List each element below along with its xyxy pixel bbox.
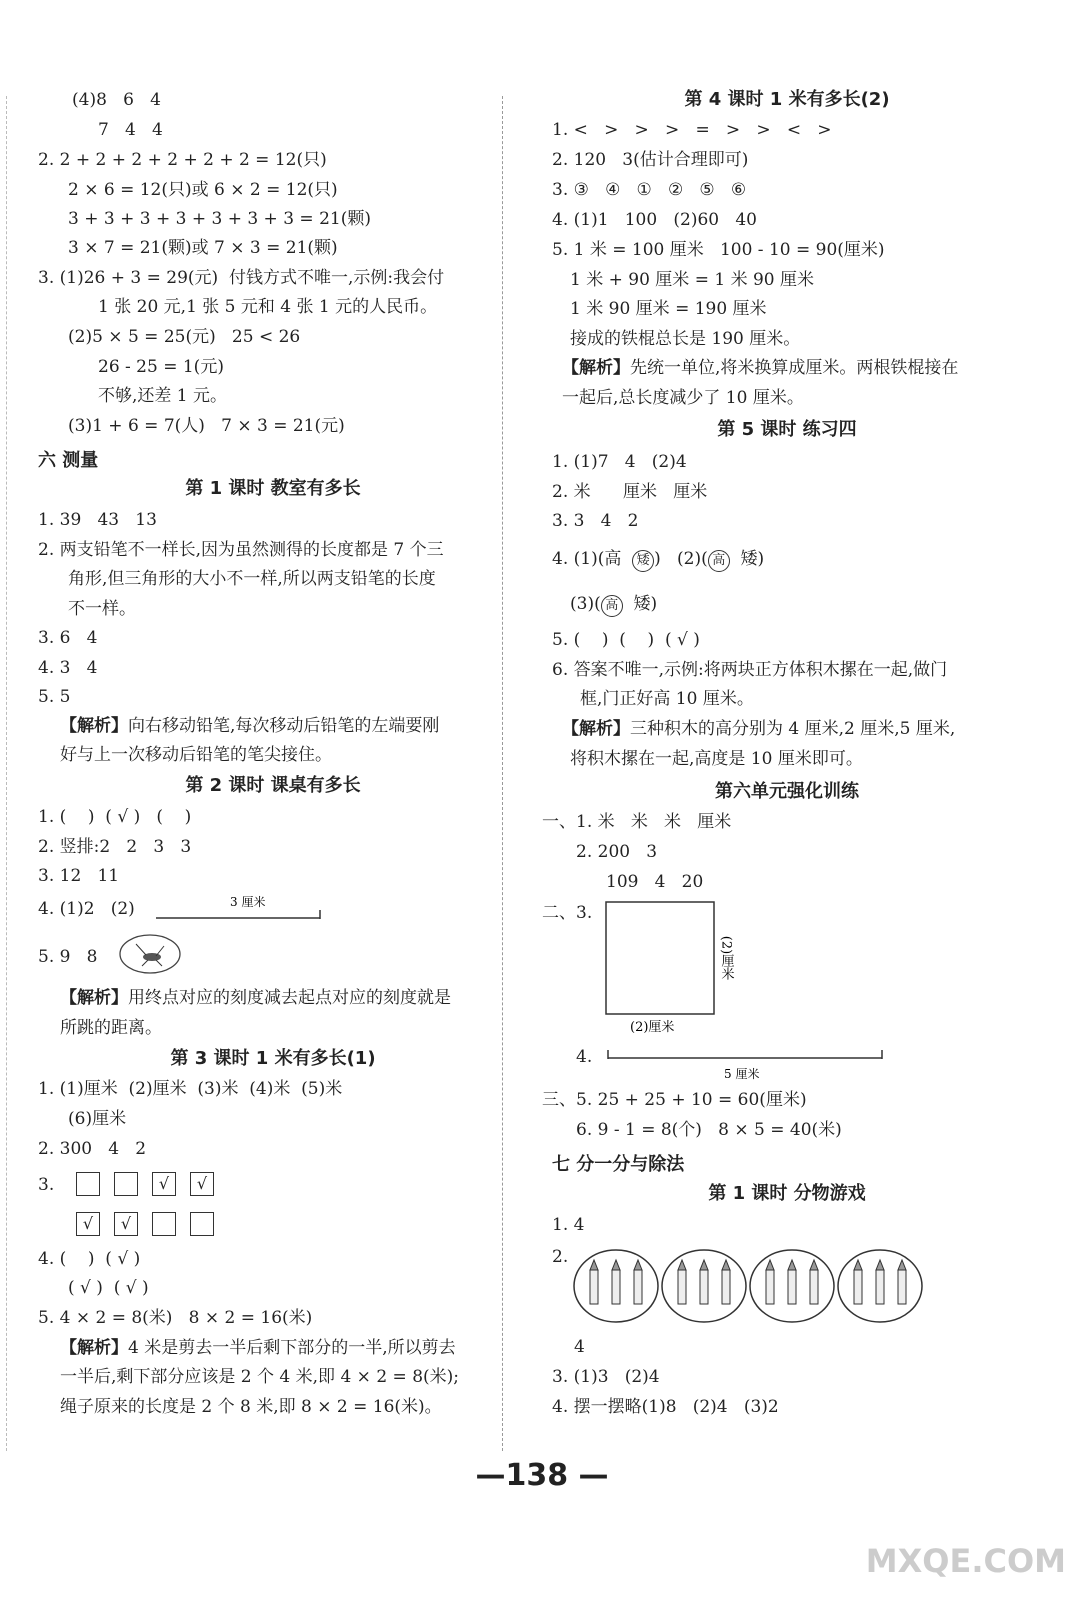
analysis-line: [60, 715, 439, 737]
answer-line: 三、5. 25 + 25 + 10 = 60(厘米): [542, 1090, 807, 1110]
pencil-icon: [766, 1260, 774, 1304]
page-number: —138 —: [475, 1458, 609, 1493]
analysis-label: 【解析】: [60, 988, 128, 1008]
lesson-title: 第 1 课时 分物游戏: [708, 1183, 866, 1204]
answer-line: 1. 39 43 13: [38, 510, 157, 530]
analysis-line: 绳子原来的长度是 2 个 8 米,即 8 × 2 = 16(米)。: [60, 1397, 442, 1417]
answer-line: 3. (1)3 (2)4: [552, 1367, 660, 1387]
answer-line: 1. (1)厘米 (2)厘米 (3)米 (4)米 (5)米: [38, 1079, 343, 1099]
answer-line: 2 × 6 = 12(只)或 6 × 2 = 12(只): [68, 180, 338, 200]
answer-line: 3.: [38, 1175, 55, 1195]
answer-line: 2. 米 厘米 厘米: [552, 482, 708, 502]
analysis-label: 【解析】: [60, 716, 128, 736]
answer-line: 26 - 25 = 1(元): [98, 357, 224, 377]
answer-line: 4. (1)2 (2): [38, 899, 135, 919]
answer-box-checked: √: [76, 1212, 100, 1236]
binding-margin-line: [6, 96, 7, 1451]
answer-line: 1. < > > > = > > < >: [552, 120, 832, 140]
pencil-groups-figure: [572, 1246, 924, 1326]
answer-line: 1 张 20 元,1 张 5 元和 4 张 1 元的人民币。: [98, 297, 438, 317]
answer-line: 1. ( ) ( √ ) ( ): [38, 807, 192, 827]
answer-line: 5. 5: [38, 687, 71, 707]
segment-label: 5 厘米: [724, 1067, 760, 1081]
answer-line: 4. (1)1 100 (2)60 40: [552, 210, 757, 230]
analysis-text: 三种积木的高分别为 4 厘米,2 厘米,5 厘米,: [630, 719, 956, 739]
pencil-icon: [722, 1260, 730, 1304]
answer-box-checked: √: [190, 1172, 214, 1196]
answer-line: 1. (1)7 4 (2)4: [552, 452, 687, 472]
lesson-title: 第 2 课时 课桌有多长: [185, 775, 361, 796]
answer-line: 7 4 4: [98, 120, 163, 140]
segment-label: 3 厘米: [230, 895, 266, 909]
analysis-label: 【解析】: [60, 1338, 128, 1358]
answer-box: [152, 1212, 176, 1236]
analysis-line: 将积木摞在一起,高度是 10 厘米即可。: [570, 749, 863, 769]
pencil-icon: [898, 1260, 906, 1304]
answer-line: (6)厘米: [68, 1109, 127, 1129]
pencil-icon: [590, 1260, 598, 1304]
answer-line: 2. 200 3: [576, 842, 658, 862]
analysis-text: 向右移动铅笔,每次移动后铅笔的左端要刚: [128, 716, 440, 736]
answer-line: 1 米 90 厘米 = 190 厘米: [570, 299, 767, 319]
answer-box-checked: √: [114, 1212, 138, 1236]
bottom-label: (2)厘米: [630, 1020, 675, 1035]
answer-line: 109 4 20: [606, 872, 704, 892]
section-heading: 六 测量: [38, 450, 99, 471]
pencil-icon: [634, 1260, 642, 1304]
analysis-line: 好与上一次移动后铅笔的笔尖接住。: [60, 745, 332, 765]
answer-line: 5. 4 × 2 = 8(米) 8 × 2 = 16(米): [38, 1308, 313, 1328]
answer-line: (2)5 × 5 = 25(元) 25 < 26: [68, 327, 301, 347]
answer-line: ( √ ) ( √ ): [68, 1278, 149, 1298]
analysis-line: [60, 1337, 456, 1359]
lesson-title: 第 3 课时 1 米有多长(1): [170, 1048, 376, 1069]
analysis-line: [562, 718, 955, 740]
lesson-title: 第 5 课时 练习四: [717, 419, 857, 440]
circled-answer: 矮: [632, 550, 654, 572]
answer-line: 6. 9 - 1 = 8(个) 8 × 5 = 40(米): [576, 1120, 842, 1140]
answer-line: 框,门正好高 10 厘米。: [580, 689, 754, 709]
answer-line: 2. 2 + 2 + 2 + 2 + 2 + 2 = 12(只): [38, 150, 327, 170]
answer-line: 一、1. 米 米 米 厘米: [542, 812, 732, 832]
answer-line: 3. (1)26 + 3 = 29(元) 付钱方式不唯一,示例:我会付: [38, 268, 445, 288]
answer-line: 5. ( ) ( ) ( √ ): [552, 630, 700, 650]
answer-line: 2.: [552, 1247, 569, 1267]
answer-line: 2. 竖排:2 2 3 3: [38, 837, 192, 857]
answer-line: 5. 1 米 = 100 厘米 100 - 10 = 90(厘米): [552, 240, 885, 260]
answer-line: 3. ③ ④ ① ② ⑤ ⑥: [552, 180, 747, 200]
side-label: (2)厘米: [718, 935, 734, 981]
checkbox-row: [76, 1172, 228, 1196]
pencil-icon: [700, 1260, 708, 1304]
answer-box-checked: √: [152, 1172, 176, 1196]
answer-line: 不够,还差 1 元。: [98, 386, 228, 406]
answer-box: [190, 1212, 214, 1236]
answer-line: 二、3.: [542, 903, 593, 923]
answer-line: 3. 12 11: [38, 866, 120, 886]
lesson-title: 第 1 课时 教室有多长: [185, 478, 361, 499]
answer-line: 4. 摆一摆略(1)8 (2)4 (3)2: [552, 1397, 779, 1417]
answer-line: 3. 3 4 2: [552, 511, 639, 531]
answer-line: 不一样。: [68, 599, 136, 619]
answer-line: 6. 答案不唯一,示例:将两块正方体积木摞在一起,做门: [552, 660, 948, 680]
answer-line: 3 × 7 = 21(颗)或 7 × 3 = 21(颗): [68, 238, 338, 258]
line-segment-figure: [606, 1042, 886, 1082]
analysis-line: 一半后,剩下部分应该是 2 个 4 米,即 4 × 2 = 8(米);: [60, 1367, 460, 1387]
answer-line: 4. (1)(高 矮 ) (2)( 高 矮): [552, 548, 764, 572]
answer-line: 4. ( ) ( √ ): [38, 1249, 141, 1269]
checkbox-row: [76, 1212, 228, 1236]
answer-line: (3)1 + 6 = 7(人) 7 × 3 = 21(元): [68, 416, 345, 436]
answer-line: 4. 3 4: [38, 658, 98, 678]
answer-line: (4)8 6 4: [72, 90, 161, 110]
pencil-icon: [788, 1260, 796, 1304]
analysis-line: [60, 987, 451, 1009]
analysis-label: 【解析】: [562, 719, 630, 739]
pencil-icon: [876, 1260, 884, 1304]
section-heading: 七 分一分与除法: [552, 1154, 685, 1175]
pencil-icon: [678, 1260, 686, 1304]
circled-answer: 高: [708, 550, 730, 572]
watermark: MXQE.COM: [865, 1542, 1066, 1580]
answer-line: 2. 120 3(估计合理即可): [552, 150, 749, 170]
pencil-icon: [810, 1260, 818, 1304]
answer-line: 3 + 3 + 3 + 3 + 3 + 3 + 3 = 21(颗): [68, 209, 371, 229]
line-segment-figure: [154, 892, 324, 924]
answer-line: 接成的铁棍总长是 190 厘米。: [570, 329, 801, 349]
analysis-line: [562, 357, 958, 379]
answer-line: 4.: [576, 1047, 593, 1067]
answer-box: [76, 1172, 100, 1196]
square-figure: [604, 900, 744, 1040]
answer-line: 4: [574, 1337, 585, 1357]
circled-answer: 高: [601, 595, 623, 617]
lesson-title: 第 4 课时 1 米有多长(2): [684, 89, 890, 110]
pencil-icon: [854, 1260, 862, 1304]
answer-box: [114, 1172, 138, 1196]
analysis-text: 先统一单位,将米换算成厘米。两根铁棍接在: [630, 358, 959, 378]
analysis-line: 所跳的距离。: [60, 1018, 162, 1038]
analysis-text: 用终点对应的刻度减去起点对应的刻度就是: [128, 988, 451, 1008]
analysis-label: 【解析】: [562, 358, 630, 378]
answer-line: 1 米 + 90 厘米 = 1 米 90 厘米: [570, 270, 815, 290]
answer-line: 1. 4: [552, 1215, 585, 1235]
answer-line: 5. 9 8: [38, 947, 98, 967]
answer-line: 2. 300 4 2: [38, 1139, 147, 1159]
answer-line: (3)( 高 矮): [570, 593, 657, 617]
answer-line: 3. 6 4: [38, 628, 98, 648]
analysis-line: 一起后,总长度减少了 10 厘米。: [562, 388, 804, 408]
analysis-text: 4 米是剪去一半后剩下部分的一半,所以剪去: [128, 1338, 456, 1358]
answer-line: 角形,但三角形的大小不一样,所以两支铅笔的长度: [68, 569, 436, 589]
answer-line: 2. 两支铅笔不一样长,因为虽然测得的长度都是 7 个三: [38, 540, 444, 560]
lesson-title: 第六单元强化训练: [715, 781, 859, 802]
grasshopper-icon: [118, 932, 182, 976]
pencil-icon: [612, 1260, 620, 1304]
